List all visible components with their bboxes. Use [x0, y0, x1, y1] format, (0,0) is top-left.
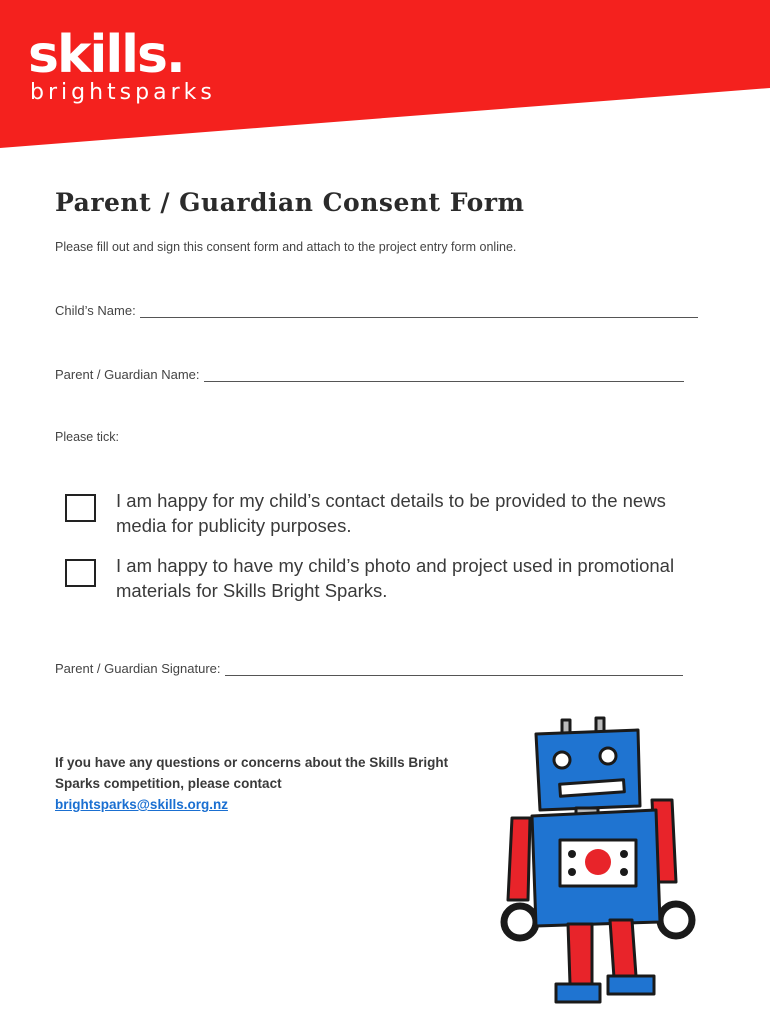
consent-option-media[interactable] — [65, 488, 686, 538]
consent-option-photo[interactable] — [65, 553, 686, 603]
signature-label: Parent / Guardian Signature: — [55, 661, 221, 676]
contact-text: If you have any questions or concerns about the Skills Bright Sparks competition, please contact — [55, 755, 449, 791]
photo-consent-text: I am happy to have my child’s photo and project used in promotional materials for Skills Bright Sparks. — [116, 555, 675, 601]
logo-wordmark-brightsparks: brightsparks — [30, 80, 216, 105]
signature-field[interactable] — [55, 661, 683, 676]
guardian-name-field[interactable] — [55, 367, 684, 382]
contact-info — [55, 752, 455, 815]
guardian-name-label: Parent / Guardian Name: — [55, 367, 200, 382]
photo-consent-checkbox[interactable] — [65, 559, 96, 587]
skills-brightsparks-logo — [28, 25, 216, 106]
media-consent-checkbox[interactable] — [65, 494, 96, 522]
contact-email-link[interactable]: brightsparks@skills.org.nz — [55, 797, 228, 812]
child-name-label: Child’s Name: — [55, 303, 136, 318]
child-name-line[interactable] — [140, 305, 698, 318]
intro-text: Please fill out and sign this consent form and attach to the project entry form online. — [55, 240, 517, 254]
child-name-field[interactable] — [55, 303, 698, 318]
please-tick-label: Please tick: — [55, 430, 119, 444]
logo-wordmark-skills: skills. — [28, 25, 184, 85]
page-title: Parent / Guardian Consent Form — [55, 188, 525, 217]
signature-line[interactable] — [225, 663, 683, 676]
media-consent-text: I am happy for my child’s contact details to be provided to the news media for publicity purposes. — [116, 490, 666, 536]
robot-icon — [490, 712, 720, 1012]
guardian-name-line[interactable] — [204, 369, 684, 382]
